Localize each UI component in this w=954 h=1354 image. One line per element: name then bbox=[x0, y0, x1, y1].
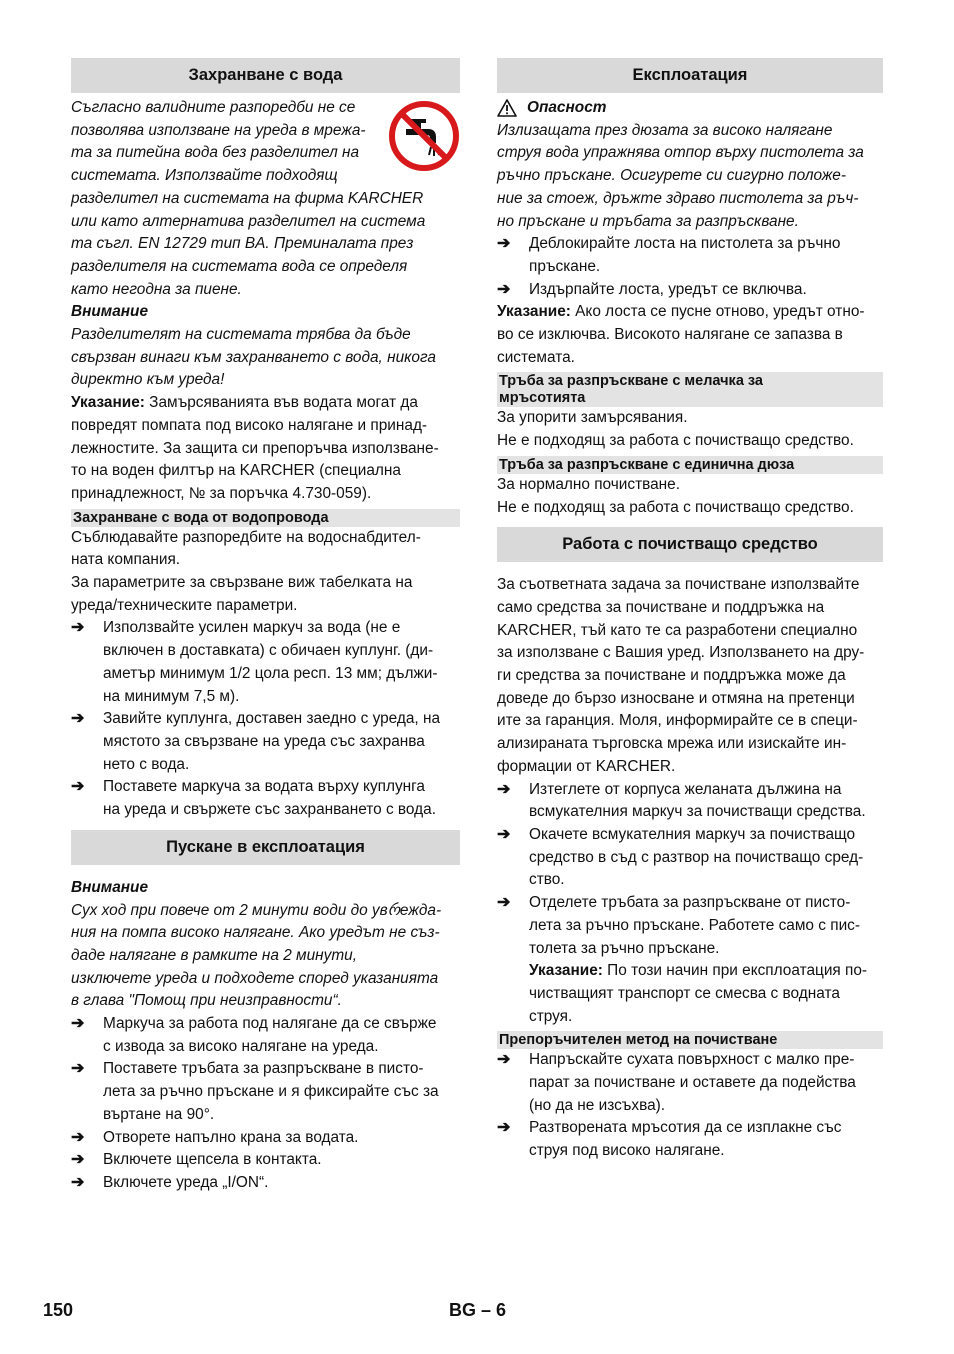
text-line: аметър минимум 1/2 цола респ. 13 мм; дължи- bbox=[103, 664, 438, 682]
text-line: ство. bbox=[529, 871, 565, 889]
text-line: Не е подходящ за работа с почистващо средство. bbox=[497, 432, 854, 450]
note-label: Указание: bbox=[529, 962, 603, 980]
text-line: доведе до бързо износване и отмяна на претенци bbox=[497, 689, 855, 707]
arrow-icon: ➔ bbox=[71, 1173, 85, 1191]
text-line: Съгласно валидните разпоредби не се bbox=[71, 99, 356, 116]
text-line: Завийте куплунга, доставен заедно с уреда, на bbox=[103, 710, 441, 728]
text-line: но пръскане и тръбата за разпръскване. bbox=[497, 212, 799, 230]
text-line: лета за ръчно пръскане и я фиксирайте със за bbox=[103, 1083, 439, 1101]
text-line: лежностите. За защита си препоръчва използване- bbox=[71, 439, 439, 457]
list-item bbox=[71, 1058, 460, 1126]
arrow-icon: ➔ bbox=[71, 1151, 85, 1169]
heading-water-storage: Захранване с вода bbox=[71, 58, 460, 93]
list-item bbox=[497, 1049, 883, 1117]
text-line: лета за ръчно пръскане. Работете само с пис- bbox=[529, 916, 860, 934]
arrow-icon: ➔ bbox=[497, 825, 511, 843]
right-column bbox=[497, 58, 883, 1163]
text-line: то на воден филтър на KARCHER (специална bbox=[71, 462, 401, 480]
subheading-mains-water: Захранване с вода от водопровода bbox=[71, 509, 460, 527]
note-text bbox=[71, 392, 460, 506]
text-line: Деблокирайте лоста на пистолета за ръчно bbox=[529, 235, 841, 253]
text-line: Изтеглете от корпуса желаната дължина на bbox=[529, 780, 842, 798]
text-line: За нормално почистване. bbox=[497, 475, 681, 493]
danger-header bbox=[497, 97, 883, 120]
text-line: ите за гаранция. Моля, информирайте се в специ- bbox=[497, 712, 858, 730]
text-line: Разделителят на системата трябва да бъде bbox=[71, 326, 411, 344]
text-line: Излизащата през дюзата за високо налягане bbox=[497, 121, 833, 139]
text-line: повредят помпата под високо налягане и принад- bbox=[71, 416, 428, 434]
text-line: въртане на 90°. bbox=[103, 1105, 215, 1123]
note-label: Указание: bbox=[71, 394, 145, 412]
text-line: даде налягане в рамките на 2 минути, bbox=[71, 946, 357, 964]
list-item bbox=[497, 279, 883, 302]
text-line: Отделете тръбата за разпръскване от писто- bbox=[529, 894, 851, 912]
text-line: Замърсяванията във водата могат да bbox=[144, 394, 418, 412]
text-line: разделител на системата на фирма KARCHER bbox=[71, 189, 424, 207]
text-line: та за питейна вода без разделител на bbox=[71, 144, 360, 162]
text-line: ния на помпа високо налягане. Ако уредът не съз- bbox=[71, 924, 440, 942]
caution-label: Внимание bbox=[71, 878, 149, 896]
text-line: струя под високо налягане. bbox=[529, 1142, 725, 1160]
text-line: KARCHER, тъй като те са разработени специално bbox=[497, 621, 858, 639]
list-item bbox=[497, 892, 883, 1028]
text-line: на уреда и свържете със захранването с вода. bbox=[103, 801, 436, 819]
arrow-icon: ➔ bbox=[71, 710, 85, 728]
text-line: Включете уреда „I/ON“. bbox=[103, 1173, 269, 1191]
heading-operation: Експлоатация bbox=[497, 58, 883, 93]
text-line: изключете уреда и подходете според указанията bbox=[71, 969, 439, 987]
text-line: мръсотията bbox=[499, 390, 586, 407]
text-line: разделителя на системата вода се определя bbox=[71, 257, 408, 275]
text-line: на минимум 7,5 м). bbox=[103, 687, 240, 705]
list-item bbox=[71, 617, 460, 708]
text-line: средство в съд с разтвор на почистващо сред- bbox=[529, 848, 864, 866]
note-label: Указание: bbox=[497, 303, 571, 321]
text-line: нето с вода. bbox=[103, 755, 190, 773]
text-line: Издърпайте лоста, уредът се включва. bbox=[529, 280, 807, 298]
arrow-icon: ➔ bbox=[497, 1051, 511, 1069]
arrow-icon: ➔ bbox=[497, 235, 511, 253]
text-line: уреда/техническите параметри. bbox=[71, 596, 298, 614]
text-line: като негодна за пиене. bbox=[71, 280, 242, 298]
caution-text bbox=[71, 900, 460, 1014]
text-line: позволява използване на уреда в мрежа- bbox=[71, 121, 366, 139]
text-line: За съответната задача за почистване използвайте bbox=[497, 576, 860, 594]
arrow-icon: ➔ bbox=[71, 1015, 85, 1033]
text-line: принадлежност, № за поръчка 4.730-059). bbox=[71, 484, 372, 502]
text-line: парат за почистване и оставете да подейства bbox=[529, 1074, 856, 1092]
text-line: всмукателния маркуч за почистващи средства. bbox=[529, 803, 866, 821]
list-item bbox=[71, 1127, 460, 1150]
list-item bbox=[71, 1149, 460, 1172]
arrow-icon: ➔ bbox=[497, 280, 511, 298]
arrow-icon: ➔ bbox=[71, 619, 85, 637]
heading-detergent: Работа с почистващо средство bbox=[497, 527, 883, 562]
text-line: во се изключва. Високото налягане се запазва в bbox=[497, 326, 843, 344]
text-line: Напръскайте сухата повърхност с малко пре- bbox=[529, 1051, 855, 1069]
arrow-icon: ➔ bbox=[497, 780, 511, 798]
text-line: ната компания. bbox=[71, 551, 181, 569]
warning-triangle-icon bbox=[497, 99, 517, 117]
arrow-icon: ➔ bbox=[71, 1128, 85, 1146]
text-line: в глава "Помощ при неизправности“. bbox=[71, 992, 342, 1010]
text-line: струя. bbox=[529, 1007, 573, 1025]
page-number: 150 bbox=[43, 1300, 74, 1320]
text-line: За упорити замърсявания. bbox=[497, 409, 688, 427]
text-line: ръчно пръскане. Осигурете си сигурно положе- bbox=[497, 167, 846, 185]
list-item bbox=[71, 776, 460, 821]
list-item bbox=[497, 1117, 883, 1162]
mains-water-text bbox=[71, 527, 460, 618]
text-line: ализираната търговска мрежа или изискайте ин- bbox=[497, 735, 847, 753]
text-line: Поставете маркуча за водата върху куплунга bbox=[103, 778, 425, 796]
text-line: Сух ход при повече от 2 минути води до увრежда- bbox=[71, 901, 442, 919]
text-line: Включете щепсела в контакта. bbox=[103, 1151, 322, 1169]
text-line: Отворете напълно крана за водата. bbox=[103, 1128, 359, 1146]
text-line: (но да не изсъхва). bbox=[529, 1096, 666, 1114]
text-line: толета за ръчно пръскане. bbox=[529, 939, 720, 957]
text-line: Окачете всмукателния маркуч за почистващо bbox=[529, 825, 856, 843]
subheading-single-nozzle: Тръба за разпръскване с единична дюза bbox=[497, 456, 883, 474]
text-line: За параметрите за свързване виж табелката на bbox=[71, 574, 413, 592]
heading-startup: Пускане в експлоатация bbox=[71, 830, 460, 865]
text-line: та съгл. EN 12729 тип BA. Преминалата през bbox=[71, 235, 414, 253]
detergent-text bbox=[497, 574, 883, 778]
arrow-icon: ➔ bbox=[71, 778, 85, 796]
text-line: Съблюдавайте разпоредбите на водоснабдител- bbox=[71, 528, 421, 546]
text-line: системата. bbox=[497, 348, 575, 366]
text-line: за използване с Вашия уред. Използването на дру- bbox=[497, 644, 865, 662]
dirt-blaster-text bbox=[497, 407, 883, 452]
language-page-label: BG – 6 bbox=[449, 1300, 507, 1320]
text-line: По този начин при експлоатация по- bbox=[602, 962, 868, 980]
text-line: ние за стоеж, дръжте здраво пистолета за ръч- bbox=[497, 189, 859, 207]
text-line: само средства за почистване и поддръжка на bbox=[497, 598, 825, 616]
arrow-icon: ➔ bbox=[71, 1060, 85, 1078]
text-line: или като алтернатива разделител на система bbox=[71, 212, 426, 230]
list-item bbox=[497, 824, 883, 892]
arrow-icon: ➔ bbox=[497, 894, 511, 912]
caution-label: Внимание bbox=[71, 303, 149, 321]
text-line: формации от KARCHER. bbox=[497, 757, 676, 775]
danger-text bbox=[497, 120, 883, 234]
single-nozzle-text bbox=[497, 474, 883, 519]
text-line: струя вода упражнява отпор върху пистолета за bbox=[497, 144, 864, 162]
text-line: Ако лоста се пусне отново, уредът отно- bbox=[570, 303, 865, 321]
text-line: системата. Използвайте подходящ bbox=[71, 167, 338, 185]
text-line: Маркуча за работа под налягане да се свърже bbox=[103, 1015, 437, 1033]
text-line: включен в доставката) с обичаен куплунг. (ди- bbox=[103, 642, 434, 660]
no-drinking-water-icon bbox=[388, 99, 460, 173]
text-line: Не е подходящ за работа с почистващо средство. bbox=[497, 498, 854, 516]
text-line: с извода за високо налягане на уреда. bbox=[103, 1037, 379, 1055]
text-line: директно към уреда! bbox=[71, 371, 225, 389]
note-text bbox=[497, 301, 883, 369]
caution-text bbox=[71, 324, 460, 392]
arrow-icon: ➔ bbox=[497, 1119, 511, 1137]
left-column bbox=[71, 58, 460, 1195]
text-line: пръскане. bbox=[529, 257, 601, 275]
list-item bbox=[71, 1013, 460, 1058]
list-item bbox=[497, 233, 883, 278]
text-line: Поставете тръбата за разпръскване в писто- bbox=[103, 1060, 424, 1078]
text-line: Разтворената мръсотия да се изплакне със bbox=[529, 1119, 842, 1137]
text-line: чистващият транспорт се смесва с водната bbox=[529, 984, 840, 1002]
list-item bbox=[71, 708, 460, 776]
list-item bbox=[497, 779, 883, 824]
subheading-recommended-method: Препоръчителен метод на почистване bbox=[497, 1031, 883, 1049]
text-line: Тръба за разпръскване с мелачка за bbox=[499, 373, 763, 390]
text-line: свързван винаги към захранването с вода, никога bbox=[71, 348, 436, 366]
text-line: ги средства за почистване и поддръжка може да bbox=[497, 667, 846, 685]
text-line: Използвайте усилен маркуч за вода (не е bbox=[103, 619, 401, 637]
text-line: мястото за свързване на уреда със захранва bbox=[103, 732, 425, 750]
subheading-dirt-blaster bbox=[497, 372, 883, 407]
danger-label: Опасност bbox=[527, 99, 607, 116]
list-item bbox=[71, 1172, 460, 1195]
